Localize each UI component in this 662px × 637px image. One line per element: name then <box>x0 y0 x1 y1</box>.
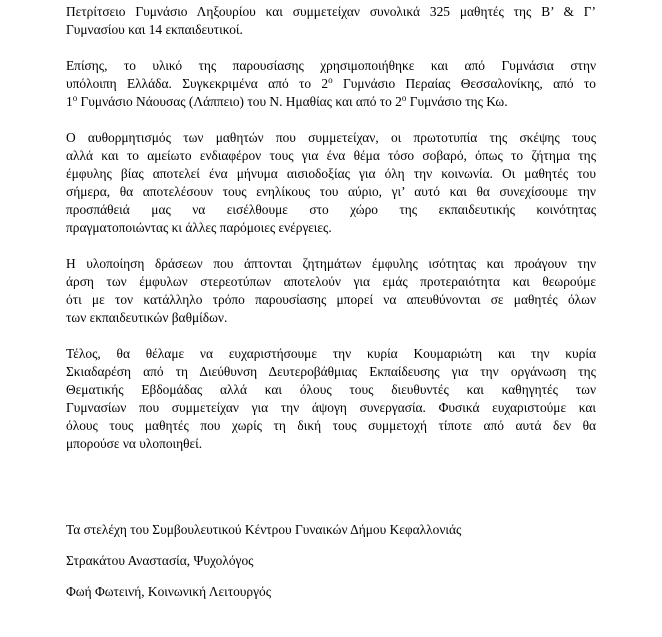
signature-social-worker: Φωή Φωτεινή, Κοινωνική Λειτουργός <box>66 584 272 599</box>
text-line: Γυμνασίου και 14 εκπαιδευτικοί. <box>66 22 243 37</box>
paragraph-students-spontaneity <box>66 129 596 237</box>
signature-psychologist: Στρακάτου Αναστασία, Ψυχολόγος <box>66 553 254 568</box>
text-line: ότι με τον κατάλληλο τρόπο παρουσίασης μπορεί να απευθύνονται σε μαθητές όλων <box>66 292 596 307</box>
text-line: Ο αυθορμητισμός των μαθητών που συμμετείχαν, οι πρωτοτυπία της σκέψης τους <box>66 130 596 145</box>
text-line: σήμερα, θα αποτελέσουν τους ενηλίκους του αύριο, γι’ αυτό και θα συνεχίσουμε την <box>66 184 596 199</box>
text-line: έμφυλης βίας αποτελεί ένα μήνυμα αισιοδοξίας για όλη την κοινωνία. Οι μαθητές του <box>66 166 596 181</box>
document-body <box>66 3 596 471</box>
text-line: Η υλοποίηση δράσεων που άπτονται ζητημάτων έμφυλης ισότητας και προάγουν την <box>66 256 596 271</box>
text-line: υπόλοιπη Ελλάδα. Συγκεκριμένα από το $2^o$ Γυμνάσιο Περαίας Θεσσαλονίκης, από το <box>66 75 597 91</box>
text-line: πραγματοποιώντας κι άλλες παρόμοιες ενέργειες. <box>66 220 332 235</box>
text-line: όλους τους μαθητές που χωρίς τη δική τους συμμετοχή τίποτε από αυτά δεν θα <box>66 418 596 433</box>
text-line: Επίσης, το υλικό της παρουσίασης χρησιμοποιήθηκε και από Γυμνάσια στην <box>66 58 596 73</box>
paragraph-thanks <box>66 345 596 453</box>
text-line: Τέλος, θα θέλαμε να ευχαριστήσουμε την κυρία Κουμαριώτη και την κυρία <box>66 346 596 361</box>
paragraph-gender-equality <box>66 255 596 327</box>
text-line: αλλά και το αμείωτο ενδιαφέρον τους για ένα θέμα τόσο σοβαρό, όπως το ζήτημα της <box>66 148 596 163</box>
paragraph-other-schools <box>66 57 596 111</box>
text-line: Σκιαδαρέση από τη Διεύθυνση Δευτεροβάθμιας Εκπαίδευσης για την οργάνωση της <box>66 364 596 379</box>
text-line: Θεματικής Εβδομάδας αλλά και όλους τους διευθυντές και καθηγητές των <box>66 382 596 397</box>
signature-organization: Τα στελέχη του Συμβουλευτικού Κέντρου Γυναικών Δήμου Κεφαλλονιάς <box>66 522 462 537</box>
text-line: άρση των έμφυλων στερεοτύπων αποτελούν για εμάς προτεραιότητα και θεωρούμε <box>66 274 596 289</box>
text-line: Γυμνασίων που συμμετείχαν για την άψογη συνεργασία. Φυσικά ευχαριστούμε και <box>66 400 596 415</box>
text-line: $1^o$ Γυμνάσιο Νάουσας (Λάππειο) του Ν. Ημαθίας και από το $2^o$ Γυμνάσιο της Κω. <box>66 93 508 109</box>
paragraph-participation <box>66 3 596 39</box>
text-line: προσπάθειά μας να εισέλθουμε στο χώρο της εκπαιδευτικής κοινότητας <box>66 202 596 217</box>
text-line: μπορούσε να υλοποιηθεί. <box>66 436 203 451</box>
text-line: Πετρίτσειο Γυμνάσιο Ληξουρίου και συμμετείχαν συνολικά 325 μαθητές της Β’ & Γ’ <box>66 4 596 19</box>
text-line: των εκπαιδευτικών βαθμίδων. <box>66 310 228 325</box>
